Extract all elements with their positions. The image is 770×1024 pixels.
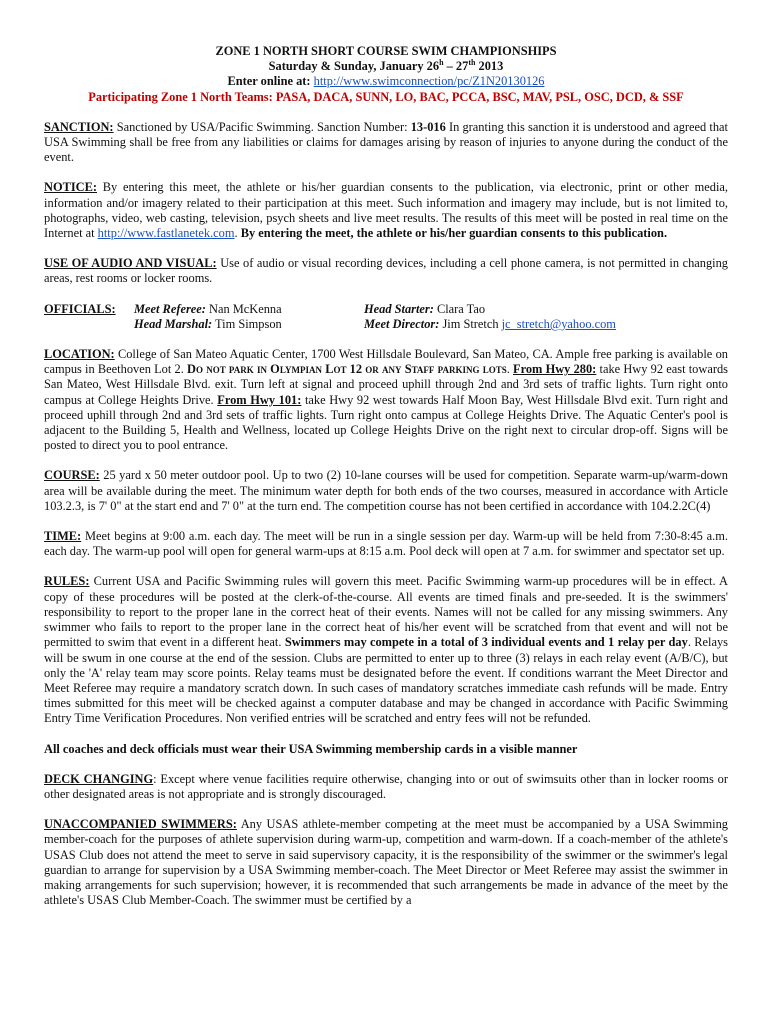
audio-visual-section: USE OF AUDIO AND VISUAL: Use of audio or visual recording devices, including a cell phone camera, is not permitted in changing areas, rest rooms or locker rooms. [44,256,728,286]
coaches-card-notice: All coaches and deck officials must wear their USA Swimming membership cards in a visible manner [44,741,578,756]
meet-title: ZONE 1 NORTH SHORT COURSE SWIM CHAMPIONSHIPS [215,44,557,58]
time-section: TIME: Meet begins at 9:00 a.m. each day. The meet will be run in a single session per day. Warm-up will be held from 7:30-8:45 a.m. each day. The warm-up pool will open for general warm-ups at 8:15 a.m. Pool deck will open at 7 a.m. for swimmer and spectator set up. [44,529,728,559]
meet-announcement-document [44,44,728,923]
officials-section [44,302,728,332]
location-heading: LOCATION: [44,347,115,362]
rules-section: RULES: Current USA and Pacific Swimming rules will govern this meet. Pacific Swimming warm-up procedures will be in effect. A copy of these procedures will be posted at the clerk-of-the-course. All events are timed finals and pre-seeded. It is the swimmers' responsibility to report to the proper lane in the correct heat of their events. Names will not be called for any missing swimmers. Any swimmer who fails to report to the proper lane in the correct heat of his/her event will be scratched from that event and will not be permitted to swim that event in a different heat. Swimmers may compete in a total of 3 individual events and 1 relay per day. Relays will be swum in one course at the end of the session. Clubs are permitted to enter up to three (3) relays in each relay event (A/B/C), but only the 'A' relay team may score points. Relay teams must be designated before the event. If conditions warrant the Meet Director and Meet Referee may require a mandatory scratch down. In such cases of mandatory scratches immediate cash refunds will be made. Entry times submitted for this meet will be checked against a computer database and may be changed in accordance with Pacific Swimming Entry Time Verification Procedures. Non verified entries will be scratched and entry fees will not be refunded. [44,574,728,726]
time-heading: TIME: [44,529,82,544]
notice-section: NOTICE: By entering this meet, the athlete or his/her guardian consents to the publication, via electronic, print or other media, information and/or imagery related to their participation at this meet. Such information and imagery may include, but is not limited to, photographs, video, web casting, television, psych sheets and live meet results. The results of this meet will be posted in real time on the Internet at http://www.fastlanetek.com. By entering the meet, the athlete or his/her guardian consents to this publication. [44,180,728,241]
officials-left: Meet Referee: Nan McKenna Head Marshal: Tim Simpson [134,301,282,331]
audio-visual-heading: USE OF AUDIO AND VISUAL: [44,256,217,271]
deck-changing-heading: DECK CHANGING [44,771,154,786]
sanction-number: 13-016 [410,119,446,134]
unaccompanied-swimmers-section: UNACCOMPANIED SWIMMERS: Any USAS athlete-member competing at the meet must be accompanied by a USA Swimming member-coach for the purposes of athlete supervision during warm-up, competition and warm-down. If a coach-member of the athlete's USAS Club does not attend the meet to serve in said supervisory capacity, it is the responsibility of the swimmer or the swimmer's legal guardian to arrange for supervision by a USA Swimming member-coach. The Meet Director or Meet Referee may assist the swimmer in making arrangements for such supervision; however, it is recommended that such arrangements be made in advance of the meet by the athlete's USAS Club Member-Coach. The swimmer must be certified by a [44,817,728,908]
notice-heading: NOTICE: [44,180,98,195]
location-section: LOCATION: College of San Mateo Aquatic Center, 1700 West Hillsdale Boulevard, San Mateo, CA. Ample free parking is available on campus in Beethoven Lot 2. Do not park in Olympian Lot 12 or any Staff parking lots. From Hwy 280: take Hwy 92 east towards San Mateo, West Hillsdale Blvd. exit. Turn left at signal and proceed uphill through 2nd and 3rd sets of traffic lights. Turn right onto campus at College Heights Drive. From Hwy 101: take Hwy 92 west towards Half Moon Bay, West Hillsdale Blvd exit. Turn right and proceed uphill through 2nd and 3rd sets of traffic lights. Turn right onto campus at College Heights Drive. The Aquatic Center's pool is adjacent to the Building 5, Health and Wellness, located up College Heights Drive on the right next to circular drop-off. Signs will be posted to direct you to pool entrance. [44,347,728,453]
sanction-heading: SANCTION: [44,119,114,134]
meet-referee: Nan McKenna [205,301,282,316]
officials-right: Head Starter: Clara Tao Meet Director: Jim Stretch jc_stretch@yahoo.com [364,301,616,331]
deck-changing-section: DECK CHANGING: Except where venue facilities require otherwise, changing into or out of swimsuits other than in locker rooms or other designated areas is not appropriate and is strongly discouraged. [44,771,728,801]
participating-teams: Participating Zone 1 North Teams: PASA, DACA, SUNN, LO, BAC, PCCA, BSC, MAV, PSL, OSC, DCD, & SSF [88,89,684,104]
fastlanetek-link[interactable]: http://www.fastlanetek.com [97,226,235,241]
course-heading: COURSE: [44,468,100,483]
meet-director: Jim Stretch [439,316,502,331]
unaccompanied-heading: UNACCOMPANIED SWIMMERS: [44,817,237,832]
meet-dates: Saturday & Sunday, January 26$^h$ – 27th 2013 [268,58,504,74]
online-entry-link[interactable]: http://www.swimconnection/pc/Z1N20130126 [313,74,545,89]
head-starter: Clara Tao [433,301,486,316]
director-email-link[interactable]: jc_stretch@yahoo.com [501,316,616,331]
head-marshal: Tim Simpson [212,316,282,331]
sanction-section: SANCTION: Sanctioned by USA/Pacific Swimming. Sanction Number: 13-016 In granting this sanction it is understood and agreed that USA Swimming shall be free from any liabilities or claims for damages arising by reason of injuries to anyone during the conduct of the event. [44,119,729,165]
online-entry-line: Enter online at: http://www.swimconnection/pc/Z1N20130126 [227,74,545,89]
officials-heading: OFFICIALS: [44,301,116,316]
course-section: COURSE: 25 yard x 50 meter outdoor pool. Up to two (2) 10-lane courses will be used for competition. Separate warm-up/warm-down area will be available during the meet. The minimum water depth for both ends of the two courses, measured in accordance with Article 103.2.3, is 7' 0" at the start end and 7' 0" at the turn end. The competition course has not been certified in accordance with 104.2.2C(4) [44,468,728,513]
rules-heading: RULES: [44,574,90,589]
